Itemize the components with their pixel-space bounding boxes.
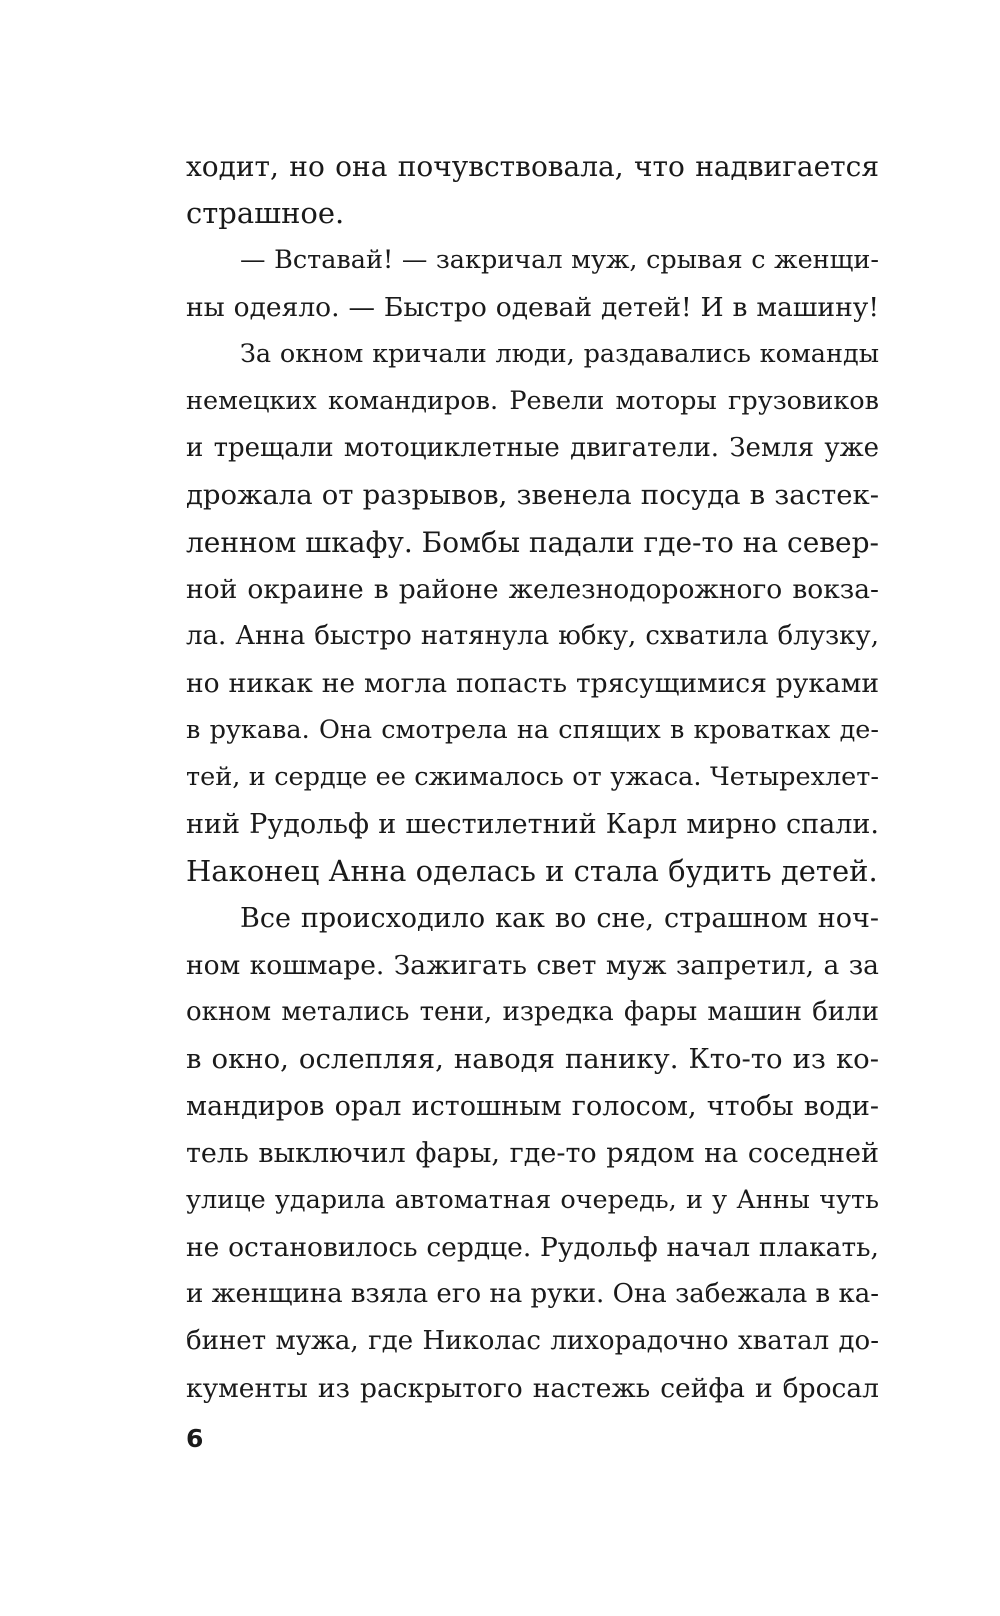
text-line: тель выключил фары, где-то рядом на соседней xyxy=(186,1138,879,1169)
text-line: страшное. xyxy=(186,196,345,230)
text-line: кументы из раскрытого настежь сейфа и бросал xyxy=(186,1373,879,1404)
text-line: ний Рудольф и шестилетний Карл мирно спали. xyxy=(186,809,879,840)
text-line: ны одеяло. — Быстро одевай детей! И в машину! xyxy=(186,292,879,323)
text-line: в рукава. Она смотрела на спящих в кроватках де- xyxy=(186,715,879,745)
text-line: улице ударила автоматная очередь, и у Анны чуть xyxy=(186,1185,879,1215)
text-line: немецких командиров. Ревели моторы грузовиков xyxy=(186,386,879,416)
text-line: ходит, но она почувствовала, что надвигается xyxy=(186,150,879,183)
text-line: ной окраине в районе железнодорожного вокза- xyxy=(186,574,879,605)
text-line: ла. Анна быстро натянула юбку, схватила блузку, xyxy=(186,621,879,651)
text-line: — Вставай! — закричал муж, срывая с женщи- xyxy=(240,245,879,275)
text-line: бинет мужа, где Николас лихорадочно хватал до- xyxy=(186,1326,879,1356)
text-line: и трещали мотоциклетные двигатели. Земля уже xyxy=(186,433,879,463)
text-line: Все происходило как во сне, страшном ноч- xyxy=(240,903,879,934)
text-line: тей, и сердце ее сжималось от ужаса. Четырехлет- xyxy=(186,762,879,792)
page-number: 6 xyxy=(186,1424,204,1453)
text-line: и женщина взяла его на руки. Она забежала в ка- xyxy=(186,1279,879,1309)
text-line: но никак не могла попасть трясущимися руками xyxy=(186,668,879,699)
text-line: Наконец Анна оделась и стала будить детей. xyxy=(186,854,878,888)
text-line: мандиров орал истошным голосом, чтобы води- xyxy=(186,1091,879,1122)
text-line: окном метались тени, изредка фары машин били xyxy=(186,997,879,1027)
body-text xyxy=(186,143,879,1412)
text-line: ленном шкафу. Бомбы падали где-то на север- xyxy=(186,526,879,559)
text-line: За окном кричали люди, раздавались команды xyxy=(240,339,879,369)
text-line: ном кошмаре. Зажигать свет муж запретил, а за xyxy=(186,950,879,981)
text-line: в окно, ослепляя, наводя панику. Кто-то из ко- xyxy=(186,1043,879,1075)
text-line: не остановилось сердце. Рудольф начал плакать, xyxy=(186,1232,879,1263)
text-line: дрожала от разрывов, звенела посуда в застек- xyxy=(186,479,879,511)
